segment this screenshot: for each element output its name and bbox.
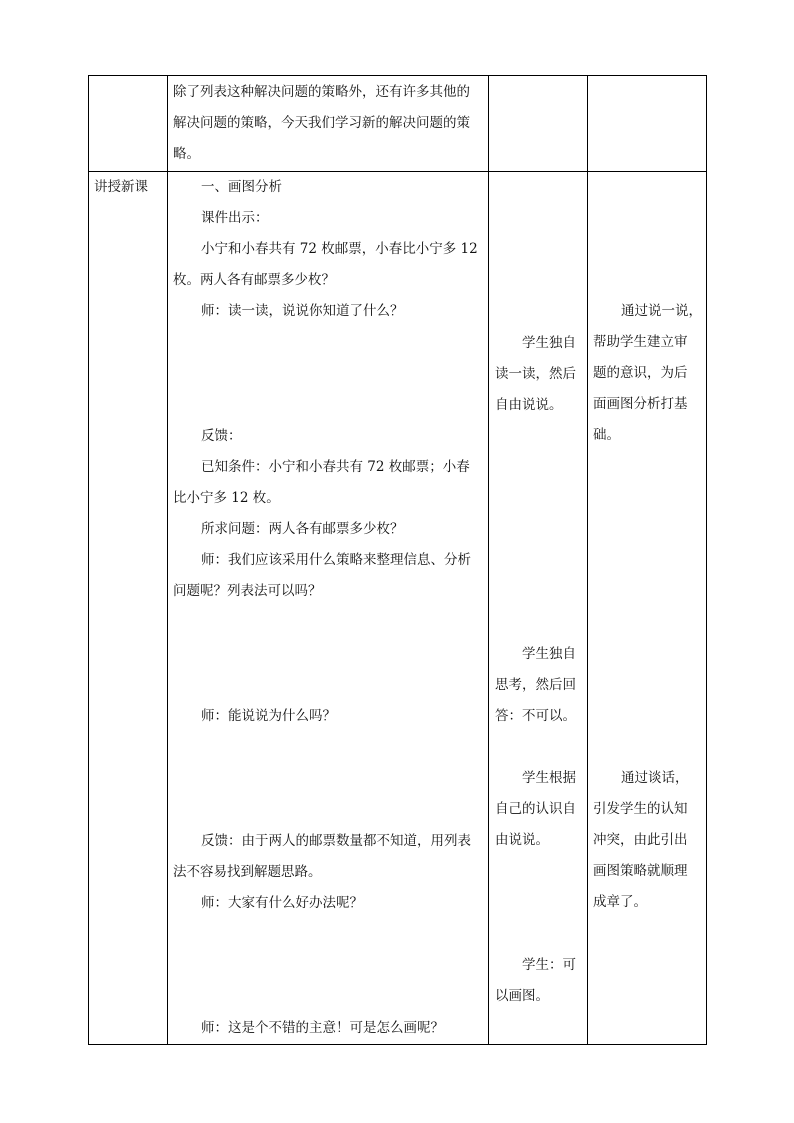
design-intent-line: 引发学生的认知 (593, 801, 688, 817)
table-right-border (706, 75, 707, 1045)
teaching-content-line: 师：我们应该采用什么策略来整理信息、分析 (201, 552, 471, 568)
teaching-content-line: 比小宁多 12 枚。 (173, 490, 280, 506)
table-row-divider (88, 171, 707, 172)
table-bottom-border (88, 1044, 707, 1045)
row1-content-line: 除了列表这种解决问题的策略外，还有许多其他的 (173, 84, 470, 100)
student-activity-line: 答：不可以。 (495, 708, 576, 724)
table-left-border (88, 75, 89, 1045)
table-top-border (88, 75, 707, 76)
teaching-content-line: 反馈：由于两人的邮票数量都不知道，用列表 (201, 833, 471, 849)
teaching-content-line: 反馈： (201, 428, 242, 444)
teaching-content-line: 师：读一读，说说你知道了什么？ (201, 303, 404, 319)
student-activity-line: 自己的认识自 (495, 801, 576, 817)
student-activity-line: 学生：可 (522, 957, 576, 973)
student-activity-line: 学生根据 (522, 770, 576, 786)
table-column-divider-3 (587, 75, 588, 1045)
student-activity-line: 思考，然后回 (495, 677, 576, 693)
student-activity-line: 由说说。 (495, 832, 549, 848)
design-intent-line: 通过说一说， (621, 303, 702, 319)
teaching-content-line: 师：大家有什么好办法呢？ (201, 895, 363, 911)
student-activity-line: 学生独自 (522, 646, 576, 662)
teaching-content-line: 师：能说说为什么吗？ (201, 708, 336, 724)
design-intent-line: 通过谈话， (621, 770, 689, 786)
design-intent-line: 画图策略就顺理 (593, 863, 688, 879)
table-column-divider-1 (167, 75, 168, 1045)
teaching-content-line: 小宁和小春共有 72 枚邮票，小春比小宁多 12 (201, 241, 478, 257)
teaching-content-line: 师：这是个不错的主意！可是怎么画呢？ (201, 1020, 444, 1036)
teaching-content-line: 问题呢？列表法可以吗？ (173, 583, 322, 599)
teaching-content-line: 所求问题：两人各有邮票多少枚？ (201, 521, 404, 537)
teaching-content-line: 课件出示： (201, 210, 269, 226)
teaching-content-line: 一、画图分析 (201, 179, 282, 195)
design-intent-line: 冲突，由此引出 (593, 832, 688, 848)
table-column-divider-2 (488, 75, 489, 1045)
design-intent-line: 础。 (593, 427, 620, 443)
row1-content-line: 略。 (173, 146, 200, 162)
student-activity-line: 读一读，然后 (495, 366, 576, 382)
row1-content-line: 解决问题的策略，今天我们学习新的解决问题的策 (173, 115, 470, 131)
section-label: 讲授新课 (94, 179, 148, 195)
teaching-content-line: 已知条件：小宁和小春共有 72 枚邮票；小春 (201, 459, 470, 475)
student-activity-line: 以画图。 (495, 988, 549, 1004)
design-intent-line: 帮助学生建立审 (593, 334, 688, 350)
student-activity-line: 学生独自 (522, 335, 576, 351)
design-intent-line: 面画图分析打基 (593, 396, 688, 412)
design-intent-line: 题的意识，为后 (593, 365, 688, 381)
design-intent-line: 成章了。 (593, 894, 647, 910)
teaching-content-line: 枚。两人各有邮票多少枚？ (173, 272, 335, 288)
teaching-content-line: 法不容易找到解题思路。 (173, 864, 322, 880)
student-activity-line: 自由说说。 (495, 397, 563, 413)
